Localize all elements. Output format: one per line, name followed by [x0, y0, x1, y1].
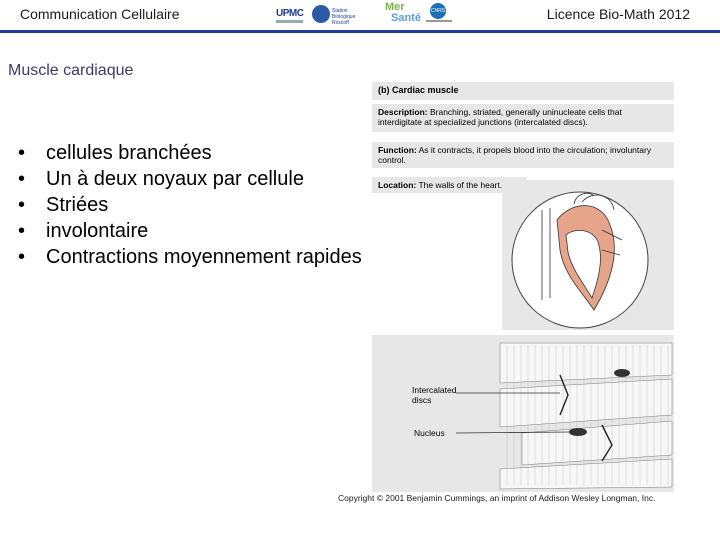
mer-sante-logo: Mer Santé	[385, 1, 421, 24]
bullet-item: • involontaire	[18, 218, 362, 244]
tissue-micrograph	[372, 335, 674, 492]
bullet-item: • cellules branchées	[18, 140, 362, 166]
upmc-logo: UPMC	[276, 8, 303, 23]
figure-title: (b) Cardiac muscle	[372, 82, 674, 100]
figure-copyright: Copyright © 2001 Benjamin Cummings, an imprint of Addison Wesley Longman, Inc.	[338, 493, 656, 503]
cnrs-logo-subtitle	[426, 20, 452, 22]
location-text: The walls of the heart.	[418, 180, 503, 190]
slide-title: Muscle cardiaque	[8, 62, 134, 79]
bullet-item: • Contractions moyennement rapides	[18, 244, 362, 270]
location-label: Location:	[378, 180, 417, 190]
cardiac-fibers	[500, 343, 672, 489]
description-text: Branching, striated, generally uninucleate cells that interdigitate at specialized junctions (intercalated discs).	[378, 107, 622, 127]
nucleus-2	[569, 428, 587, 436]
cnrs-logo: CNRS	[430, 3, 446, 19]
bullet-item: • Un à deux noyaux par cellule	[18, 166, 362, 192]
header-divider	[0, 30, 720, 33]
bullet-list	[18, 140, 362, 270]
figure-function	[372, 142, 674, 168]
header-course-title: Communication Cellulaire	[20, 6, 180, 22]
intercalated-discs-label: Intercalated discs	[412, 385, 457, 405]
heart-illustration	[502, 180, 674, 330]
roscoff-logo-icon	[312, 5, 330, 23]
header-license: Licence Bio-Math 2012	[546, 6, 690, 22]
figure-description	[372, 104, 674, 132]
function-label: Function:	[378, 145, 417, 155]
nucleus-label: Nucleus	[414, 428, 445, 438]
function-text: As it contracts, it propels blood into the circulation; involuntary control.	[378, 145, 652, 165]
nucleus-1	[614, 369, 630, 377]
roscoff-logo-text: Station Biologique Roscoff	[332, 8, 356, 26]
partner-logos	[272, 2, 472, 28]
cardiac-muscle-figure	[372, 82, 674, 492]
description-label: Description:	[378, 107, 428, 117]
bullet-item: • Striées	[18, 192, 362, 218]
